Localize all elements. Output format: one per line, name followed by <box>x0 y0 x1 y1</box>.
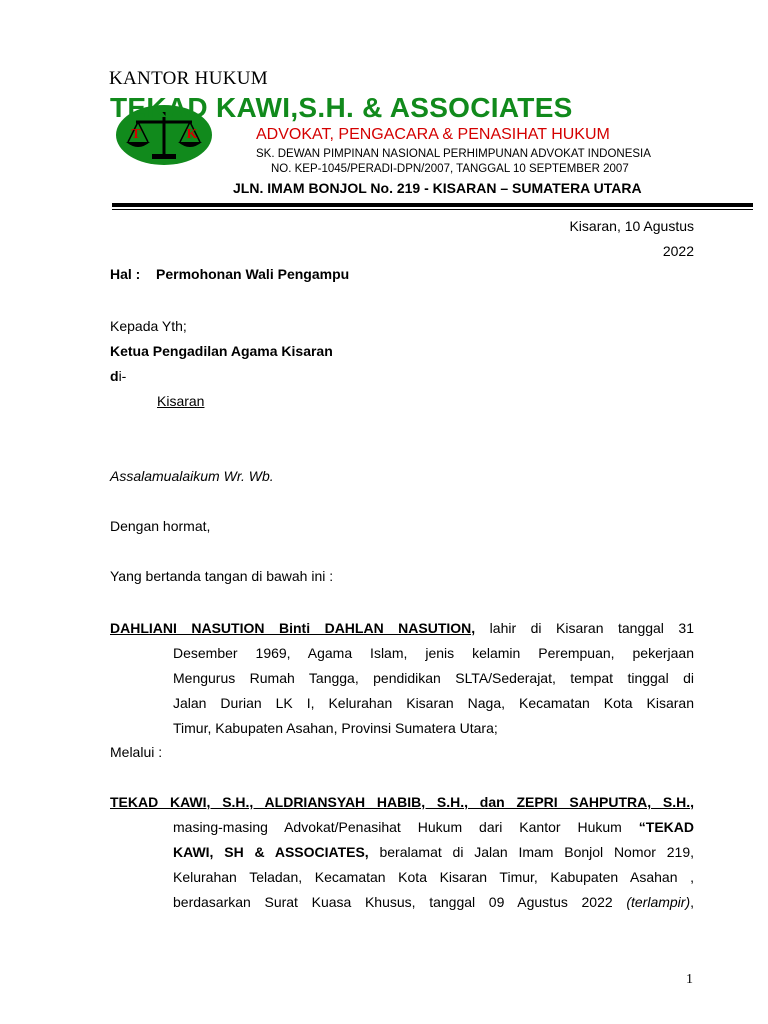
letterhead-rule-thin <box>112 209 753 210</box>
applicant-paragraph-body <box>173 641 694 741</box>
subject-label: Hal : <box>110 266 141 282</box>
recipient-di <box>110 368 126 384</box>
decree-line-2: NO. KEP-1045/PERADI-DPN/2007, TANGGAL 10 SEPTEMBER 2007 <box>271 163 629 175</box>
applicant-line: Jalan Durian LK I, Kelurahan Kisaran Naga, Kecamatan Kota Kisaran <box>173 695 694 711</box>
counsel-line4-post: , <box>690 894 694 910</box>
date-line-2: 2022 <box>662 243 694 259</box>
office-label: KANTOR HUKUM <box>109 68 268 89</box>
counsel-line4-italic: (terlampir) <box>626 894 691 910</box>
applicant-line: Timur, Kabupaten Asahan, Provinsi Sumatera Utara; <box>173 720 498 736</box>
recipient-name: Ketua Pengadilan Agama Kisaran <box>110 343 333 359</box>
counsel-line1-pre: masing-masing Advokat/Penasihat Hukum dari Kantor Hukum <box>173 819 639 835</box>
recipient-di-rest: i- <box>118 368 127 384</box>
counsel-firm-name: KAWI, SH & ASSOCIATES, <box>173 844 369 860</box>
applicant-line: Desember 1969, Agama Islam, jenis kelamin Perempuan, pekerjaan <box>173 645 694 661</box>
counsel-paragraph-body <box>173 815 694 915</box>
letterhead-rule-thick <box>112 203 753 207</box>
melalui-label: Melalui : <box>110 744 163 760</box>
recipient-di-bold: d <box>110 368 119 384</box>
salutation: Assalamualaikum Wr. Wb. <box>110 468 274 484</box>
page-number: 1 <box>686 972 693 987</box>
applicant-paragraph-head <box>110 616 694 641</box>
date-line-1: Kisaran, 10 Agustus <box>569 218 694 234</box>
letter-date <box>480 214 694 264</box>
greeting-hormat: Dengan hormat, <box>110 518 211 534</box>
logo-letter-k: K <box>186 127 198 142</box>
applicant-name: DAHLIANI NASUTION Binti DAHLAN NASUTION, <box>110 620 476 636</box>
recipient-city: Kisaran <box>157 393 205 409</box>
intro-line: Yang bertanda tangan di bawah ini : <box>110 568 334 584</box>
applicant-line: Mengurus Rumah Tangga, pendidikan SLTA/Sederajat, tempat tinggal di <box>173 670 694 686</box>
counsel-line4-pre: berdasarkan Surat Kuasa Khusus, tanggal 09 Agustus 2022 <box>173 894 627 910</box>
firm-tagline: ADVOKAT, PENGACARA & PENASIHAT HUKUM <box>256 126 610 143</box>
recipient-greeting: Kepada Yth; <box>110 318 187 334</box>
counsel-paragraph-head <box>110 790 694 815</box>
firm-name: TEKAD KAWI,S.H. & ASSOCIATES <box>110 92 573 123</box>
applicant-line1-rest: lahir di Kisaran tanggal 31 <box>475 620 694 636</box>
decree-line-1: SK. DEWAN PIMPINAN NASIONAL PERHIMPUNAN ADVOKAT INDONESIA <box>256 148 651 160</box>
counsel-line3: Kelurahan Teladan, Kecamatan Kota Kisaran Timur, Kabupaten Asahan , <box>173 869 694 885</box>
counsel-line1-bold: “TEKAD <box>638 819 694 835</box>
logo-letter-t: T <box>131 127 141 142</box>
subject-text: Permohonan Wali Pengampu <box>156 266 350 282</box>
counsel-names: TEKAD KAWI, S.H., ALDRIANSYAH HABIB, S.H., dan ZEPRI SAHPUTRA, S.H., <box>110 794 694 810</box>
firm-address: JLN. IMAM BONJOL No. 219 - KISARAN – SUMATERA UTARA <box>233 180 642 196</box>
counsel-line2-rest: beralamat di Jalan Imam Bonjol Nomor 219, <box>368 844 694 860</box>
